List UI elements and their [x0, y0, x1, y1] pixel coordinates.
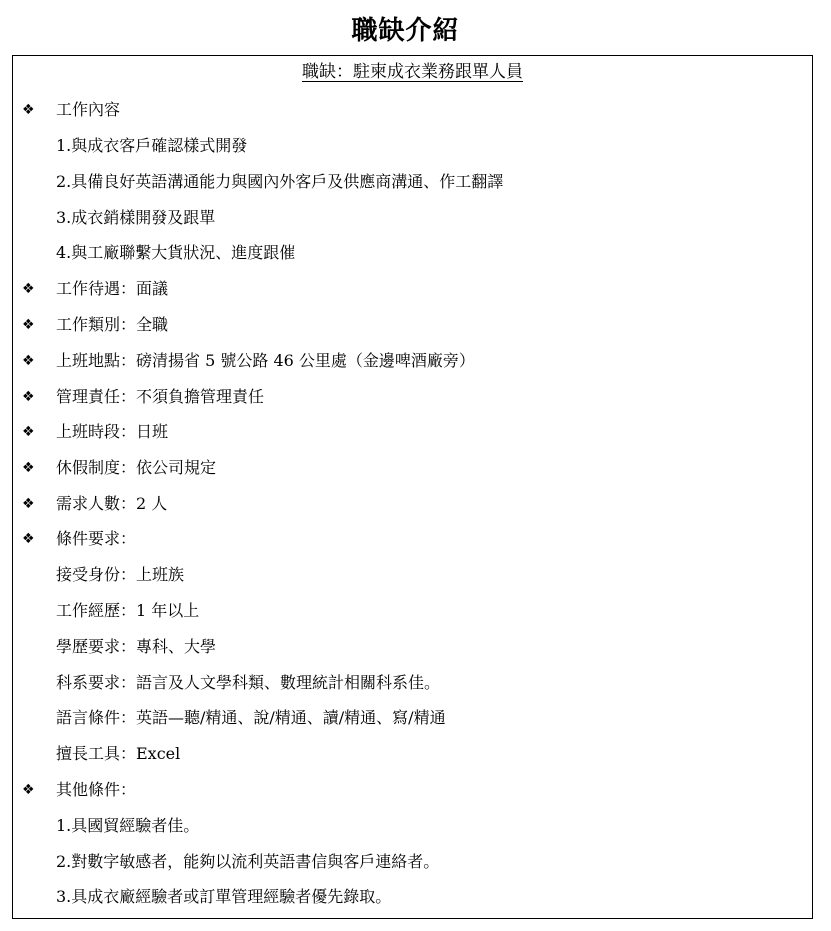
diamond-bullet-icon: ❖ [22, 317, 35, 333]
diamond-bullet-icon: ❖ [22, 782, 35, 798]
other-condition-text: 3.具成衣廠經驗者或訂單管理經驗者優先錄取。 [56, 887, 392, 906]
requirement-text: 接受身份：上班族 [56, 565, 185, 584]
position-title [13, 60, 812, 84]
requirements-heading: 條件要求： [56, 529, 137, 548]
other-conditions-heading: 其他條件： [56, 780, 137, 799]
other-condition-text: 2.對數字敏感者，能夠以流利英語書信與客戶連絡者。 [56, 852, 440, 871]
job-description-frame [12, 55, 813, 919]
diamond-bullet-icon: ❖ [22, 424, 35, 440]
salary-text: 工作待遇：面議 [56, 279, 169, 298]
job-content-heading: 工作內容 [56, 100, 121, 119]
page-title: 職缺介紹 [351, 16, 460, 46]
requirement-text: 擅長工具：Excel [56, 744, 181, 763]
headcount-text: 需求人數：2 人 [56, 494, 168, 513]
management-text: 管理責任：不須負擔管理責任 [56, 387, 265, 406]
job-content-item-text: 1.與成衣客戶確認樣式開發 [56, 136, 248, 155]
requirement-text: 學歷要求：專科、大學 [56, 637, 217, 656]
requirement-text: 語言條件：英語—聽/精通、說/精通、讀/精通、寫/精通 [56, 708, 446, 727]
shift-text: 上班時段：日班 [56, 422, 169, 441]
diamond-bullet-icon: ❖ [22, 389, 35, 405]
diamond-bullet-icon: ❖ [22, 531, 35, 547]
job-content-item-text: 4.與工廠聯繫大貨狀況、進度跟催 [56, 243, 296, 262]
diamond-bullet-icon: ❖ [22, 281, 35, 297]
location-text: 上班地點：磅清揚省 5 號公路 46 公里處（金邊啤酒廠旁） [56, 351, 475, 370]
job-content-item-text: 2.具備良好英語溝通能力與國內外客戶及供應商溝通、作工翻譯 [56, 172, 504, 191]
leave-text: 休假制度：依公司規定 [56, 458, 217, 477]
job-type-text: 工作類別：全職 [56, 315, 169, 334]
position-title-text: 職缺：駐柬成衣業務跟單人員 [302, 62, 523, 82]
diamond-bullet-icon: ❖ [22, 460, 35, 476]
diamond-bullet-icon: ❖ [22, 496, 35, 512]
requirement-text: 工作經歷：1 年以上 [56, 601, 200, 620]
requirement-text: 科系要求：語言及人文學科類、數理統計相關科系佳。 [56, 673, 441, 692]
job-content-item-text: 3.成衣銷樣開發及跟單 [56, 208, 216, 227]
diamond-bullet-icon: ❖ [22, 353, 35, 369]
other-condition-text: 1.具國貿經驗者佳。 [56, 816, 200, 835]
diamond-bullet-icon: ❖ [22, 102, 35, 118]
